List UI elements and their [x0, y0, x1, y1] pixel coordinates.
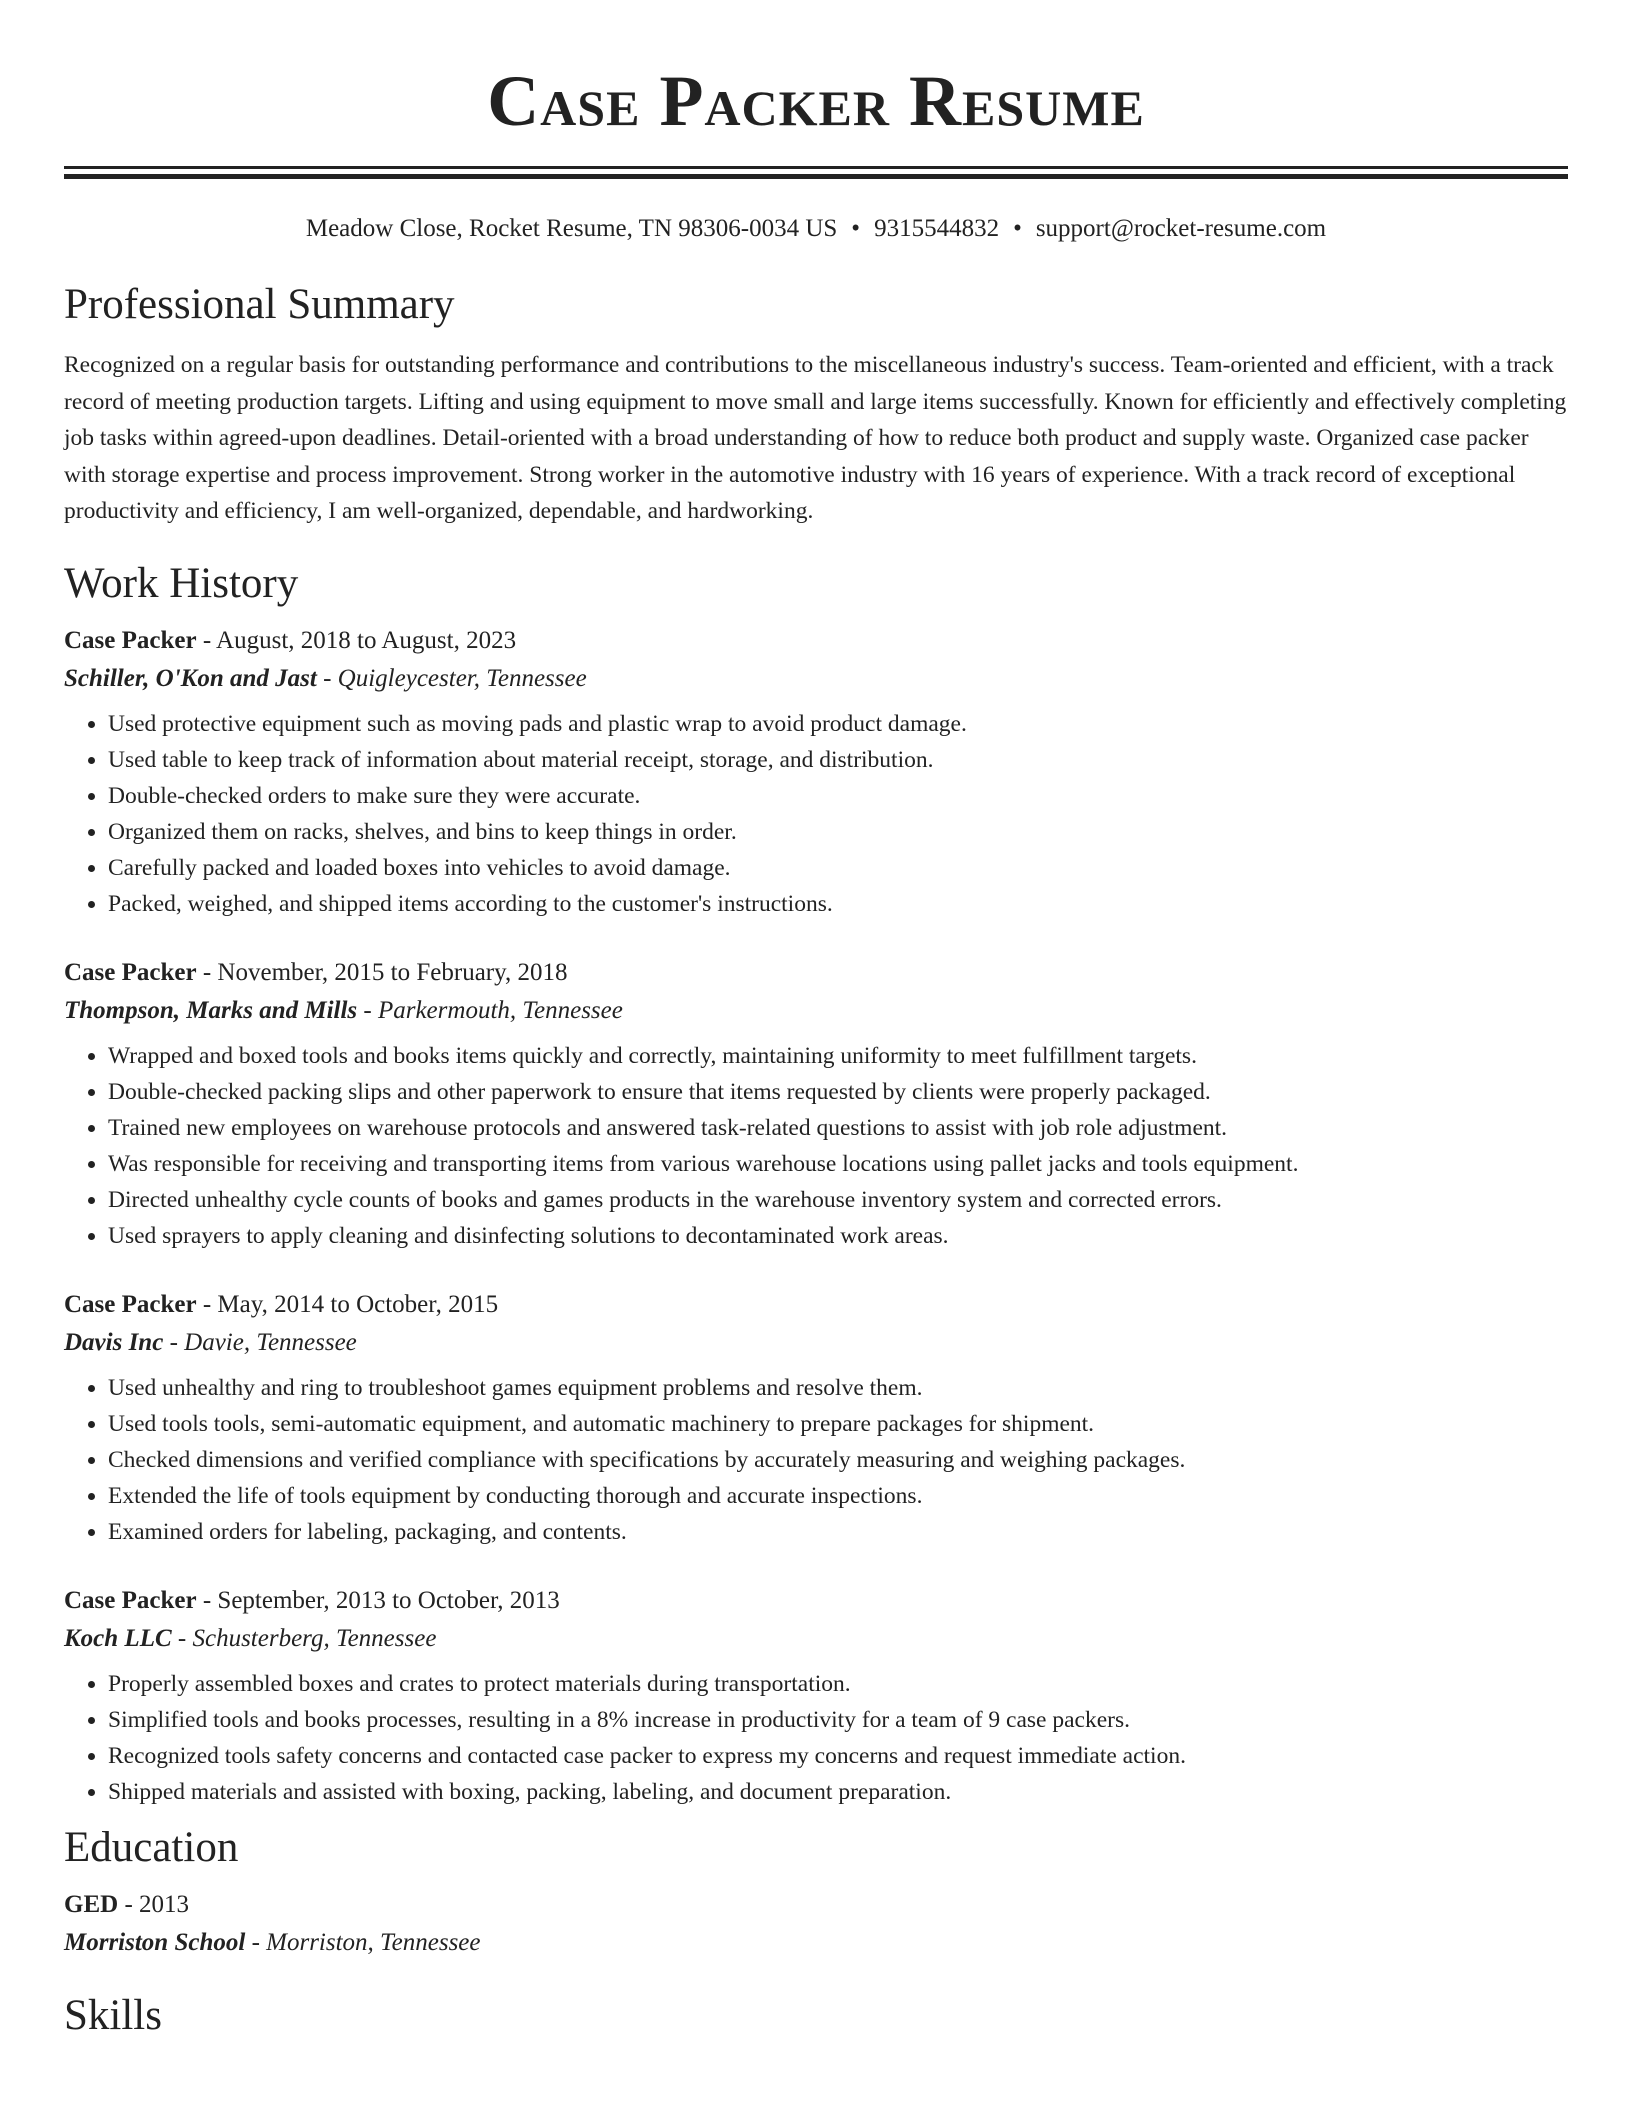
list-item: • Used protective equipment such as moving pads and plastic wrap to avoid product damage. [108, 706, 1568, 742]
resume-page [64, 0, 1568, 2042]
list-item: • Used unhealthy and ring to troubleshoot games equipment problems and resolve them. [108, 1370, 1568, 1406]
list-item: • Recognized tools safety concerns and contacted case packer to express my concerns and request immediate action. [108, 1738, 1568, 1774]
education-entry [64, 1886, 1568, 1962]
job-company-line [64, 1620, 1568, 1658]
education-school: Morriston School [64, 1928, 246, 1956]
list-item: • Examined orders for labeling, packaging, and contents. [108, 1514, 1568, 1550]
job-location: - Davie, Tennessee [163, 1328, 357, 1356]
education-year: - 2013 [118, 1890, 190, 1918]
job-bullets [64, 1370, 1568, 1550]
job-company-line [64, 660, 1568, 698]
list-item: • Wrapped and boxed tools and books items quickly and correctly, maintaining uniformity to meet fulfillment targets. [108, 1038, 1568, 1074]
job-dates: - November, 2015 to February, 2018 [196, 958, 568, 986]
job-dates: - May, 2014 to October, 2015 [196, 1290, 499, 1318]
list-item: • Organized them on racks, shelves, and bins to keep things in order. [108, 814, 1568, 850]
job-company-line [64, 992, 1568, 1030]
education-header [64, 1886, 1568, 1924]
contact-email: support@rocket-resume.com [1035, 215, 1327, 242]
job-header [64, 622, 1568, 660]
list-item: • Directed unhealthy cycle counts of books and games products in the warehouse inventory system and corrected errors. [108, 1182, 1568, 1218]
contact-separator: • [1013, 215, 1022, 242]
job-title: Case Packer [64, 626, 197, 654]
work-history-heading: Work History [64, 559, 299, 607]
list-item: • Used table to keep track of information about material receipt, storage, and distribution. [108, 742, 1568, 778]
list-item: • Double-checked orders to make sure they were accurate. [108, 778, 1568, 814]
job-company: Schiller, O'Kon and Jast [64, 664, 317, 692]
resume-title: Case Packer Resume [487, 61, 1145, 141]
job-title: Case Packer [64, 1586, 197, 1614]
list-item: • Carefully packed and loaded boxes into vehicles to avoid damage. [108, 850, 1568, 886]
list-item: • Properly assembled boxes and crates to protect materials during transportation. [108, 1666, 1568, 1702]
job-entry [64, 1286, 1568, 1550]
job-header [64, 954, 1568, 992]
contact-separator: • [851, 215, 861, 242]
list-item: • Double-checked packing slips and other paperwork to ensure that items requested by clients were properly packaged. [108, 1074, 1568, 1110]
job-company: Davis Inc [64, 1328, 164, 1356]
list-item: • Extended the life of tools equipment by conducting thorough and accurate inspections. [108, 1478, 1568, 1514]
list-item: • Used sprayers to apply cleaning and disinfecting solutions to decontaminated work areas. [108, 1218, 1568, 1254]
list-item: • Trained new employees on warehouse protocols and answered task-related questions to assist with job role adjustment. [108, 1110, 1568, 1146]
job-bullets [64, 1038, 1568, 1254]
list-item: • Used tools tools, semi-automatic equipment, and automatic machinery to prepare packages for shipment. [108, 1406, 1568, 1442]
list-item: • Was responsible for receiving and transporting items from various warehouse locations using pallet jacks and tools equipment. [108, 1146, 1568, 1182]
job-location: - Schusterberg, Tennessee [171, 1624, 437, 1652]
job-header [64, 1582, 1568, 1620]
job-bullets [64, 1666, 1568, 1810]
list-item: • Simplified tools and books processes, resulting in a 8% increase in productivity for a team of 9 case packers. [108, 1702, 1568, 1738]
job-company: Thompson, Marks and Mills [64, 996, 358, 1024]
title-divider [64, 166, 1568, 179]
summary-text: Recognized on a regular basis for outstanding performance and contributions to the miscellaneous industry's success. Team-oriented and efficient, with a track record of meeting production targets. Lifting and using equipment to move small and large items successfully. Known for efficiently and effectively completing job tasks within agreed-upon deadlines. Detail-oriented with a broad understanding of how to reduce both product and supply waste. Organized case packer with storage expertise and process improvement. Strong worker in the automotive industry with 16 years of experience. With a track record of exceptional productivity and efficiency, I am well-organized, dependable, and hardworking. [64, 352, 1567, 525]
job-company: Koch LLC [64, 1624, 172, 1652]
summary-heading: Professional Summary [64, 281, 455, 328]
education-degree: GED [64, 1890, 119, 1918]
education-school-line [64, 1924, 1568, 1962]
contact-phone: 9315544832 [874, 215, 1000, 242]
job-entry [64, 622, 1568, 922]
job-dates: - August, 2018 to August, 2023 [196, 626, 517, 654]
list-item: • Checked dimensions and verified compliance with specifications by accurately measuring and weighing packages. [108, 1442, 1568, 1478]
job-company-line [64, 1324, 1568, 1362]
contact-line [64, 213, 1568, 245]
job-header [64, 1286, 1568, 1324]
list-item: • Shipped materials and assisted with boxing, packing, labeling, and document preparation. [108, 1774, 1568, 1810]
job-entry [64, 954, 1568, 1254]
job-location: - Quigleycester, Tennessee [316, 664, 587, 692]
contact-address: Meadow Close, Rocket Resume, TN 98306-0034 US [305, 215, 838, 242]
education-location: - Morriston, Tennessee [245, 1928, 481, 1956]
job-title: Case Packer [64, 958, 197, 986]
list-item: • Packed, weighed, and shipped items according to the customer's instructions. [108, 886, 1568, 922]
job-title: Case Packer [64, 1290, 197, 1318]
job-location: - Parkermouth, Tennessee [357, 996, 623, 1024]
skills-heading: Skills [64, 1991, 162, 2039]
job-bullets [64, 706, 1568, 922]
job-dates: - September, 2013 to October, 2013 [196, 1586, 560, 1614]
education-heading: Education [64, 1823, 239, 1871]
job-entry [64, 1582, 1568, 1810]
